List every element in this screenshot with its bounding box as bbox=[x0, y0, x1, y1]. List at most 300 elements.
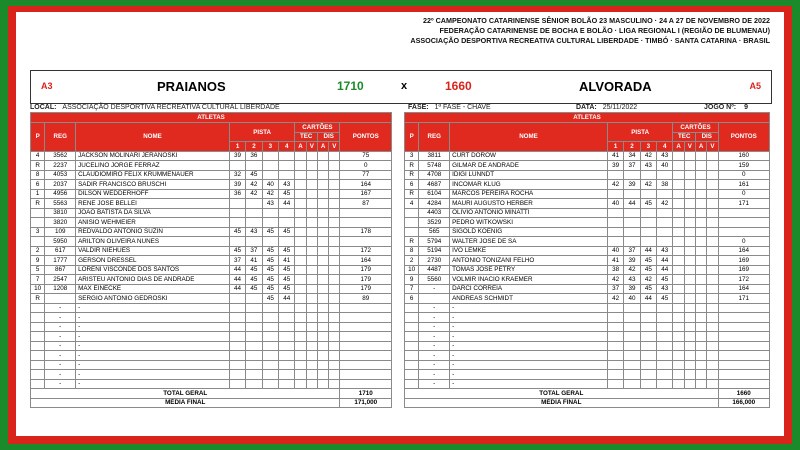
media-label: MÉDIA FINAL bbox=[405, 398, 719, 408]
lane-score-cell bbox=[229, 379, 245, 389]
athlete-name-cell: - bbox=[76, 360, 230, 370]
athlete-name-cell: - bbox=[450, 370, 608, 380]
team-b-score: 1660 bbox=[445, 79, 472, 93]
athlete-name-cell: ANTONIO TONIZANI FELHO bbox=[450, 256, 608, 266]
lane-score-cell: 41 bbox=[246, 256, 262, 266]
lane-score-cell bbox=[624, 208, 640, 218]
lane-score-cell: 42 bbox=[246, 189, 262, 199]
col-pontos: PONTOS bbox=[718, 123, 769, 152]
points-cell: 169 bbox=[718, 256, 769, 266]
card-cell bbox=[329, 246, 340, 256]
lane-score-cell: 40 bbox=[262, 180, 278, 190]
col-dis: DIS bbox=[695, 132, 718, 142]
table-row bbox=[405, 161, 770, 171]
lane-score-cell: 41 bbox=[607, 151, 623, 161]
col-pista: PISTA bbox=[229, 123, 295, 142]
lane-score-cell bbox=[279, 341, 295, 351]
card-cell bbox=[317, 189, 328, 199]
position-cell bbox=[405, 218, 419, 228]
card-cell bbox=[329, 322, 340, 332]
card-cell bbox=[684, 151, 695, 161]
points-cell: 167 bbox=[340, 189, 392, 199]
registration-cell: 2237 bbox=[45, 161, 76, 171]
position-cell bbox=[31, 218, 45, 228]
card-cell bbox=[684, 351, 695, 361]
card-cell bbox=[673, 189, 684, 199]
lane-score-cell bbox=[607, 227, 623, 237]
points-cell bbox=[340, 370, 392, 380]
lane-score-cell: 44 bbox=[279, 199, 295, 209]
card-cell bbox=[295, 360, 306, 370]
athlete-name-cell: VOLMIR INACIO KRAEMER bbox=[450, 275, 608, 285]
table-row bbox=[405, 227, 770, 237]
table-row bbox=[31, 313, 392, 323]
points-cell: 0 bbox=[718, 170, 769, 180]
table-row bbox=[31, 189, 392, 199]
lane-score-cell: 45 bbox=[279, 275, 295, 285]
card-cell bbox=[707, 341, 718, 351]
lane-score-cell: 43 bbox=[624, 275, 640, 285]
total-row bbox=[405, 389, 770, 399]
lane-score-cell: 36 bbox=[246, 151, 262, 161]
card-cell bbox=[329, 341, 340, 351]
local-value: ASSOCIAÇÃO DESPORTIVA RECREATIVA CULTURAL LIBERDADE bbox=[62, 104, 280, 111]
lane-score-cell bbox=[229, 322, 245, 332]
col-nome: NOME bbox=[450, 123, 608, 152]
card-cell bbox=[295, 322, 306, 332]
lane-score-cell bbox=[246, 370, 262, 380]
card-cell bbox=[673, 265, 684, 275]
card-cell bbox=[707, 275, 718, 285]
registration-cell: 4487 bbox=[419, 265, 450, 275]
data-info bbox=[576, 104, 637, 111]
lane-score-cell bbox=[640, 227, 656, 237]
lane-score-cell bbox=[246, 161, 262, 171]
athlete-name-cell: GILMAR DE ANDRADE bbox=[450, 161, 608, 171]
points-cell bbox=[718, 351, 769, 361]
card-cell bbox=[306, 237, 317, 247]
data-value: 25/11/2022 bbox=[602, 104, 638, 111]
card-header: A bbox=[295, 142, 306, 152]
athlete-name-cell: SADIR FRANCISCO BRUSCHI bbox=[76, 180, 230, 190]
card-cell bbox=[329, 379, 340, 389]
card-cell bbox=[695, 351, 706, 361]
fase-info bbox=[408, 104, 491, 111]
lane-score-cell: 45 bbox=[640, 265, 656, 275]
athlete-name-cell: ANISIO WEHMEIER bbox=[76, 218, 230, 228]
athlete-name-cell: - bbox=[76, 322, 230, 332]
lane-score-cell bbox=[246, 208, 262, 218]
card-cell bbox=[695, 256, 706, 266]
lane-score-cell bbox=[279, 370, 295, 380]
points-cell bbox=[718, 379, 769, 389]
athlete-name-cell: ANDREAS SCHMIDT bbox=[450, 294, 608, 304]
card-cell bbox=[673, 294, 684, 304]
position-cell bbox=[31, 370, 45, 380]
points-cell bbox=[340, 208, 392, 218]
lane-score-cell: 44 bbox=[640, 294, 656, 304]
card-cell bbox=[295, 294, 306, 304]
card-cell bbox=[695, 170, 706, 180]
lane-score-cell bbox=[624, 370, 640, 380]
card-cell bbox=[673, 370, 684, 380]
lane-score-cell: 45 bbox=[246, 170, 262, 180]
lane-score-cell bbox=[262, 170, 278, 180]
card-cell bbox=[306, 294, 317, 304]
position-cell: 6 bbox=[405, 294, 419, 304]
registration-cell: 617 bbox=[45, 246, 76, 256]
lane-score-cell bbox=[640, 379, 656, 389]
lane-score-cell bbox=[607, 351, 623, 361]
lane-score-cell bbox=[624, 341, 640, 351]
lane-score-cell bbox=[262, 332, 278, 342]
card-cell bbox=[329, 360, 340, 370]
card-cell bbox=[306, 256, 317, 266]
position-cell: R bbox=[405, 189, 419, 199]
athlete-name-cell: OLIVIO ANTONIO MINATTI bbox=[450, 208, 608, 218]
table-row bbox=[405, 341, 770, 351]
lane-score-cell bbox=[279, 351, 295, 361]
registration-cell: 4708 bbox=[419, 170, 450, 180]
lane-score-cell: 44 bbox=[229, 275, 245, 285]
team-b-name: ALVORADA bbox=[579, 79, 652, 94]
lane-score-cell: 45 bbox=[262, 284, 278, 294]
card-cell bbox=[306, 218, 317, 228]
score-sheet bbox=[26, 14, 774, 432]
table-row bbox=[405, 246, 770, 256]
athlete-name-cell: JOAO BATISTA DA SILVA bbox=[76, 208, 230, 218]
position-cell bbox=[31, 379, 45, 389]
lane-score-cell: 45 bbox=[262, 256, 278, 266]
registration-cell: 1208 bbox=[45, 284, 76, 294]
position-cell bbox=[405, 379, 419, 389]
card-cell bbox=[684, 332, 695, 342]
card-cell bbox=[317, 275, 328, 285]
card-cell bbox=[684, 246, 695, 256]
lane-score-cell bbox=[246, 379, 262, 389]
table-row bbox=[31, 170, 392, 180]
registration-cell: - bbox=[419, 379, 450, 389]
table-row bbox=[31, 294, 392, 304]
lane-score-cell bbox=[624, 313, 640, 323]
lane-score-cell: 44 bbox=[624, 199, 640, 209]
registration-cell: 5194 bbox=[419, 246, 450, 256]
lane-score-cell bbox=[262, 379, 278, 389]
card-cell bbox=[306, 322, 317, 332]
position-cell bbox=[405, 351, 419, 361]
lane-score-cell bbox=[607, 218, 623, 228]
card-cell bbox=[695, 199, 706, 209]
athlete-name-cell: SIGOLD KOENIG bbox=[450, 227, 608, 237]
table-row bbox=[405, 322, 770, 332]
registration-cell: 3820 bbox=[45, 218, 76, 228]
points-cell bbox=[340, 303, 392, 313]
registration-cell: - bbox=[45, 351, 76, 361]
table-row bbox=[31, 284, 392, 294]
card-cell bbox=[317, 313, 328, 323]
lane-score-cell bbox=[640, 218, 656, 228]
team-a-score: 1710 bbox=[337, 79, 364, 93]
card-cell bbox=[673, 180, 684, 190]
points-cell: 179 bbox=[340, 265, 392, 275]
col-tec: TEC bbox=[295, 132, 318, 142]
card-cell bbox=[707, 284, 718, 294]
table-row bbox=[31, 237, 392, 247]
lane-score-cell: 39 bbox=[229, 180, 245, 190]
table-row bbox=[31, 161, 392, 171]
position-cell bbox=[31, 351, 45, 361]
card-cell bbox=[329, 303, 340, 313]
lane-score-cell bbox=[279, 303, 295, 313]
card-cell bbox=[707, 189, 718, 199]
registration-cell: 5950 bbox=[45, 237, 76, 247]
lane-score-cell bbox=[657, 360, 673, 370]
lane-score-cell bbox=[279, 379, 295, 389]
lane-score-cell bbox=[657, 189, 673, 199]
card-cell bbox=[673, 284, 684, 294]
lane-score-cell: 39 bbox=[229, 151, 245, 161]
table-row bbox=[405, 218, 770, 228]
lane-score-cell: 42 bbox=[607, 180, 623, 190]
card-cell bbox=[707, 379, 718, 389]
card-cell bbox=[684, 303, 695, 313]
lane-score-cell: 43 bbox=[657, 246, 673, 256]
card-header: V bbox=[306, 142, 317, 152]
media-row bbox=[31, 398, 392, 408]
position-cell: R bbox=[405, 161, 419, 171]
lane-score-cell: 40 bbox=[657, 161, 673, 171]
lane-score-cell bbox=[657, 379, 673, 389]
card-cell bbox=[707, 360, 718, 370]
card-cell bbox=[295, 284, 306, 294]
card-cell bbox=[684, 161, 695, 171]
table-row bbox=[31, 218, 392, 228]
athlete-name-cell: JACKSON MOLINARI JERANOSKI bbox=[76, 151, 230, 161]
data-label: DATA: bbox=[576, 104, 597, 111]
points-cell: 159 bbox=[718, 161, 769, 171]
position-cell: 7 bbox=[405, 284, 419, 294]
athlete-name-cell: - bbox=[76, 313, 230, 323]
card-cell bbox=[306, 370, 317, 380]
lane-score-cell bbox=[624, 227, 640, 237]
registration-cell: 5560 bbox=[419, 275, 450, 285]
card-cell bbox=[295, 227, 306, 237]
lane-score-cell: 45 bbox=[279, 265, 295, 275]
col-p: P bbox=[405, 123, 419, 152]
card-cell bbox=[317, 379, 328, 389]
lane-score-cell bbox=[262, 237, 278, 247]
points-cell: 179 bbox=[340, 275, 392, 285]
points-cell: 0 bbox=[718, 237, 769, 247]
card-cell bbox=[295, 379, 306, 389]
card-cell bbox=[684, 227, 695, 237]
lane-score-cell: 45 bbox=[279, 284, 295, 294]
card-cell bbox=[695, 379, 706, 389]
position-cell bbox=[405, 303, 419, 313]
card-cell bbox=[684, 256, 695, 266]
card-cell bbox=[306, 151, 317, 161]
registration-cell: 3810 bbox=[45, 208, 76, 218]
lane-header: 1 bbox=[229, 142, 245, 152]
lane-score-cell bbox=[657, 351, 673, 361]
position-cell: 2 bbox=[405, 256, 419, 266]
lane-score-cell bbox=[640, 370, 656, 380]
lane-score-cell bbox=[262, 161, 278, 171]
lane-score-cell bbox=[262, 303, 278, 313]
card-cell bbox=[673, 227, 684, 237]
lane-score-cell: 43 bbox=[640, 161, 656, 171]
table-row bbox=[31, 332, 392, 342]
position-cell bbox=[31, 237, 45, 247]
points-cell bbox=[718, 227, 769, 237]
lane-score-cell bbox=[229, 237, 245, 247]
card-cell bbox=[317, 294, 328, 304]
lane-score-cell bbox=[657, 332, 673, 342]
card-cell bbox=[317, 341, 328, 351]
lane-score-cell: 45 bbox=[262, 275, 278, 285]
team-a-name: PRAIANOS bbox=[157, 79, 226, 94]
table-row bbox=[31, 370, 392, 380]
points-cell: 89 bbox=[340, 294, 392, 304]
position-cell bbox=[405, 360, 419, 370]
col-nome: NOME bbox=[76, 123, 230, 152]
lane-score-cell: 44 bbox=[657, 256, 673, 266]
registration-cell: 3562 bbox=[45, 151, 76, 161]
card-cell bbox=[295, 189, 306, 199]
card-cell bbox=[673, 199, 684, 209]
table-row bbox=[405, 284, 770, 294]
card-cell bbox=[684, 189, 695, 199]
team-a-table bbox=[30, 112, 392, 408]
card-cell bbox=[684, 208, 695, 218]
athlete-name-cell: - bbox=[450, 332, 608, 342]
card-cell bbox=[695, 180, 706, 190]
lane-score-cell: 43 bbox=[262, 199, 278, 209]
position-cell bbox=[405, 227, 419, 237]
lane-score-cell: 43 bbox=[246, 227, 262, 237]
media-value: 171,000 bbox=[340, 398, 392, 408]
card-cell bbox=[317, 351, 328, 361]
card-cell bbox=[317, 246, 328, 256]
card-cell bbox=[317, 161, 328, 171]
position-cell: 3 bbox=[31, 227, 45, 237]
lane-score-cell: 37 bbox=[624, 161, 640, 171]
points-cell bbox=[718, 208, 769, 218]
lane-score-cell bbox=[229, 332, 245, 342]
card-cell bbox=[295, 341, 306, 351]
lane-score-cell bbox=[624, 170, 640, 180]
table-row bbox=[405, 351, 770, 361]
card-cell bbox=[306, 189, 317, 199]
lane-score-cell: 45 bbox=[279, 246, 295, 256]
team-a-code: A3 bbox=[41, 81, 53, 91]
lane-score-cell: 45 bbox=[279, 227, 295, 237]
lane-score-cell bbox=[229, 313, 245, 323]
lane-score-cell: 40 bbox=[607, 199, 623, 209]
header-line-2: FEDERAÇÃO CATARINENSE DE BOCHA E BOLÃO · LIGA REGIONAL I (REGIÃO DE BLUMENAU) bbox=[439, 26, 770, 35]
media-value: 166,000 bbox=[718, 398, 769, 408]
points-cell bbox=[718, 218, 769, 228]
lane-header: 2 bbox=[624, 142, 640, 152]
registration-cell: 2547 bbox=[45, 275, 76, 285]
card-cell bbox=[684, 313, 695, 323]
lane-score-cell: 37 bbox=[624, 246, 640, 256]
card-cell bbox=[684, 237, 695, 247]
athlete-name-cell: - bbox=[450, 360, 608, 370]
card-cell bbox=[673, 161, 684, 171]
card-cell bbox=[684, 275, 695, 285]
fase-label: FASE: bbox=[408, 104, 429, 111]
lane-score-cell bbox=[262, 322, 278, 332]
lane-score-cell bbox=[607, 313, 623, 323]
lane-score-cell bbox=[607, 303, 623, 313]
card-cell bbox=[695, 284, 706, 294]
card-cell bbox=[306, 360, 317, 370]
lane-score-cell: 45 bbox=[246, 275, 262, 285]
lane-score-cell: 45 bbox=[229, 227, 245, 237]
lane-score-cell bbox=[607, 189, 623, 199]
lane-score-cell bbox=[607, 332, 623, 342]
card-cell bbox=[329, 237, 340, 247]
card-cell bbox=[306, 379, 317, 389]
lane-score-cell: 32 bbox=[229, 170, 245, 180]
card-cell bbox=[695, 275, 706, 285]
lane-score-cell bbox=[246, 303, 262, 313]
card-cell bbox=[707, 351, 718, 361]
card-cell bbox=[707, 161, 718, 171]
position-cell: 8 bbox=[405, 246, 419, 256]
lane-score-cell bbox=[657, 313, 673, 323]
lane-score-cell bbox=[279, 360, 295, 370]
lane-score-cell bbox=[640, 351, 656, 361]
position-cell: 8 bbox=[31, 170, 45, 180]
card-cell bbox=[317, 199, 328, 209]
athlete-name-cell: - bbox=[450, 341, 608, 351]
versus-mark: x bbox=[401, 80, 408, 92]
points-cell bbox=[718, 341, 769, 351]
lane-score-cell: 40 bbox=[607, 246, 623, 256]
card-cell bbox=[707, 218, 718, 228]
lane-score-cell bbox=[229, 208, 245, 218]
card-cell bbox=[295, 256, 306, 266]
table-row bbox=[405, 265, 770, 275]
registration-cell: - bbox=[419, 284, 450, 294]
registration-cell: 867 bbox=[45, 265, 76, 275]
card-cell bbox=[317, 284, 328, 294]
lane-score-cell bbox=[657, 370, 673, 380]
lane-score-cell: 45 bbox=[262, 246, 278, 256]
points-cell: 172 bbox=[340, 246, 392, 256]
table-row bbox=[31, 275, 392, 285]
card-cell bbox=[306, 180, 317, 190]
table-row bbox=[405, 370, 770, 380]
lane-score-cell bbox=[624, 351, 640, 361]
position-cell bbox=[31, 208, 45, 218]
lane-header: 4 bbox=[279, 142, 295, 152]
card-cell bbox=[317, 208, 328, 218]
lane-score-cell: 39 bbox=[624, 256, 640, 266]
position-cell: R bbox=[31, 294, 45, 304]
lane-header: 3 bbox=[262, 142, 278, 152]
card-cell bbox=[673, 322, 684, 332]
lane-score-cell bbox=[607, 379, 623, 389]
card-cell bbox=[673, 170, 684, 180]
lane-score-cell bbox=[607, 170, 623, 180]
lane-score-cell bbox=[246, 322, 262, 332]
card-cell bbox=[306, 170, 317, 180]
registration-cell: - bbox=[45, 303, 76, 313]
points-cell: 164 bbox=[718, 246, 769, 256]
